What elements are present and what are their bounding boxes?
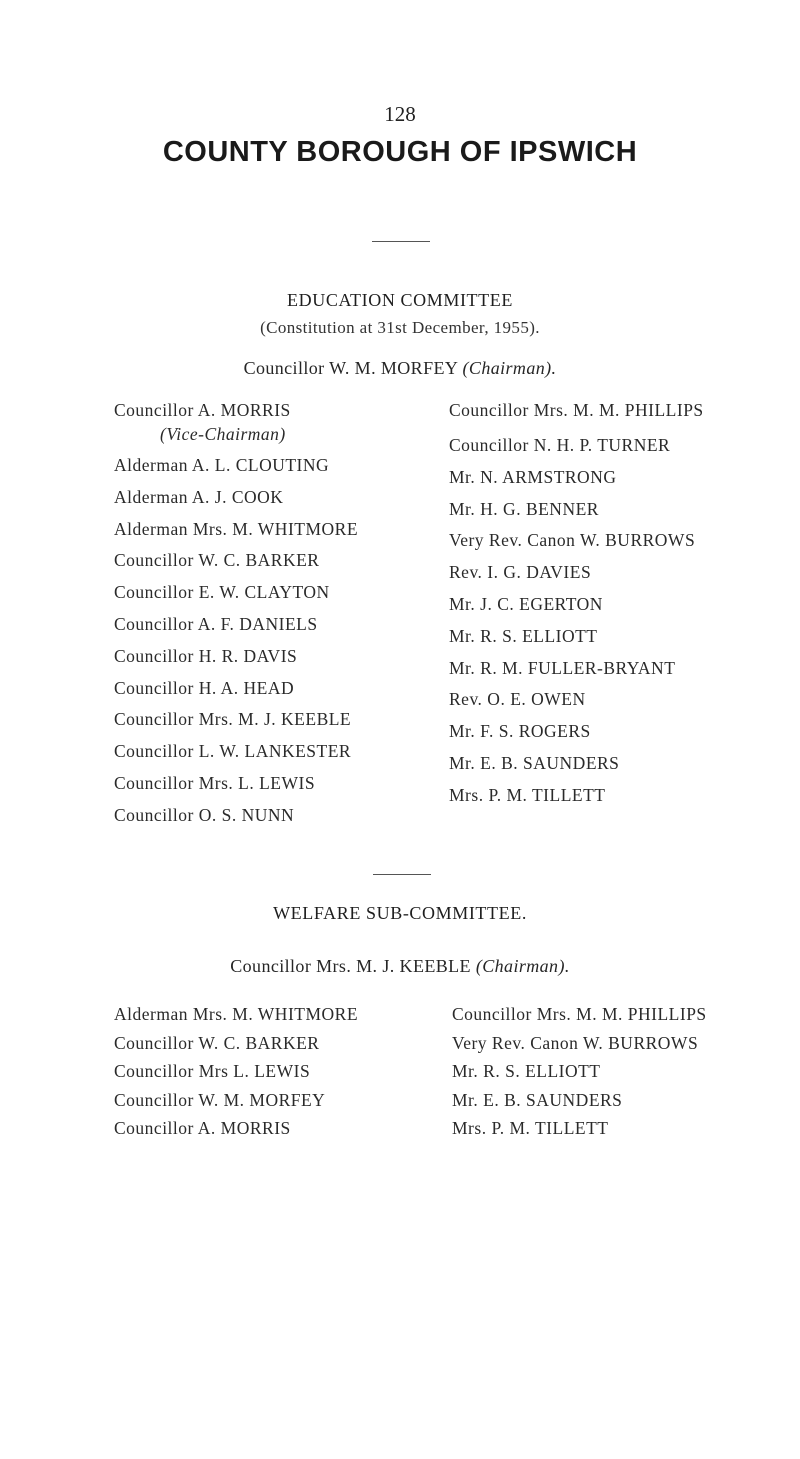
member-entry: Councillor H. A. HEAD: [114, 677, 295, 698]
member-entry: Mr. F. S. ROGERS: [449, 721, 591, 742]
member-entry: Councillor Mrs. M. M. PHILLIPS: [452, 1004, 707, 1024]
member-entry: Councillor A. MORRIS: [114, 400, 291, 420]
member-entry: Mr. R. S. ELLIOTT: [452, 1061, 601, 1081]
education-members-left: [114, 398, 358, 832]
member-entry: Councillor Mrs. L. LEWIS: [114, 772, 316, 793]
member-entry: Councillor H. R. DAVIS: [114, 645, 298, 666]
member-entry: Councillor A. MORRIS: [114, 1118, 291, 1138]
member-entry: Alderman Mrs. M. WHITMORE: [114, 1004, 359, 1024]
member-entry: Mr. E. B. SAUNDERS: [449, 752, 620, 773]
member-entry: Alderman A. L. CLOUTING: [114, 455, 330, 475]
member-entry: Councillor O. S. NUNN: [114, 804, 295, 825]
member-entry: Mr. J. C. EGERTON: [449, 593, 603, 614]
member-entry: Councillor W. C. BARKER: [114, 550, 320, 571]
member-entry: Councillor E. W. CLAYTON: [114, 582, 330, 603]
member-entry: Councillor A. F. DANIELS: [114, 613, 318, 634]
divider-rule-top: [372, 241, 430, 242]
welfare-chairman: [0, 956, 800, 977]
member-entry: Alderman A. J. COOK: [114, 486, 284, 507]
constitution-date: (Constitution at 31st December, 1955).: [260, 318, 540, 337]
member-entry: Councillor Mrs. M. J. KEEBLE: [114, 709, 352, 730]
member-entry: Councillor Mrs. M. M. PHILLIPS: [449, 400, 704, 420]
member-entry: Mr. R. S. ELLIOTT: [449, 625, 598, 646]
member-entry: Rev. O. E. OWEN: [449, 689, 586, 710]
education-chairman-name: Councillor W. M. MORFEY: [243, 358, 458, 378]
member-entry: Mr. H. G. BENNER: [449, 498, 599, 519]
member-entry: Councillor W. C. BARKER: [114, 1032, 320, 1053]
welfare-members-right: [452, 1000, 707, 1143]
member-entry: Rev. I. G. DAVIES: [449, 562, 592, 583]
document-title: COUNTY BOROUGH OF IPSWICH: [162, 136, 638, 168]
member-entry: Mrs. P. M. TILLETT: [452, 1118, 609, 1138]
welfare-subcommittee-heading: WELFARE SUB-COMMITTEE.: [273, 903, 527, 923]
member-entry: Mr. R. M. FULLER-BRYANT: [449, 657, 676, 678]
member-entry: Very Rev. Canon W. BURROWS: [449, 530, 696, 551]
education-committee-heading: EDUCATION COMMITTEE: [287, 290, 513, 310]
divider-rule-middle: [373, 874, 431, 875]
education-members-right: [449, 398, 704, 812]
welfare-chairman-role: (Chairman).: [475, 956, 570, 976]
member-entry: Mr. E. B. SAUNDERS: [452, 1089, 623, 1110]
member-entry: Councillor Mrs L. LEWIS: [114, 1061, 311, 1081]
member-entry: Mr. N. ARMSTRONG: [449, 466, 617, 487]
member-entry: Councillor L. W. LANKESTER: [114, 741, 352, 762]
welfare-chairman-name: Councillor Mrs. M. J. KEEBLE: [230, 956, 471, 976]
member-entry: Alderman Mrs. M. WHITMORE: [114, 518, 359, 539]
education-chairman-role: (Chairman).: [462, 358, 557, 378]
page-number: 128: [384, 102, 416, 126]
member-entry: Councillor N. H. P. TURNER: [449, 435, 671, 455]
vice-chairman-label: (Vice-Chairman): [160, 424, 286, 444]
member-entry: Councillor W. M. MORFEY: [114, 1089, 326, 1110]
education-chairman: [0, 358, 800, 379]
member-entry: Very Rev. Canon W. BURROWS: [452, 1032, 699, 1053]
member-entry: Mrs. P. M. TILLETT: [449, 784, 606, 805]
welfare-members-left: [114, 1000, 358, 1143]
